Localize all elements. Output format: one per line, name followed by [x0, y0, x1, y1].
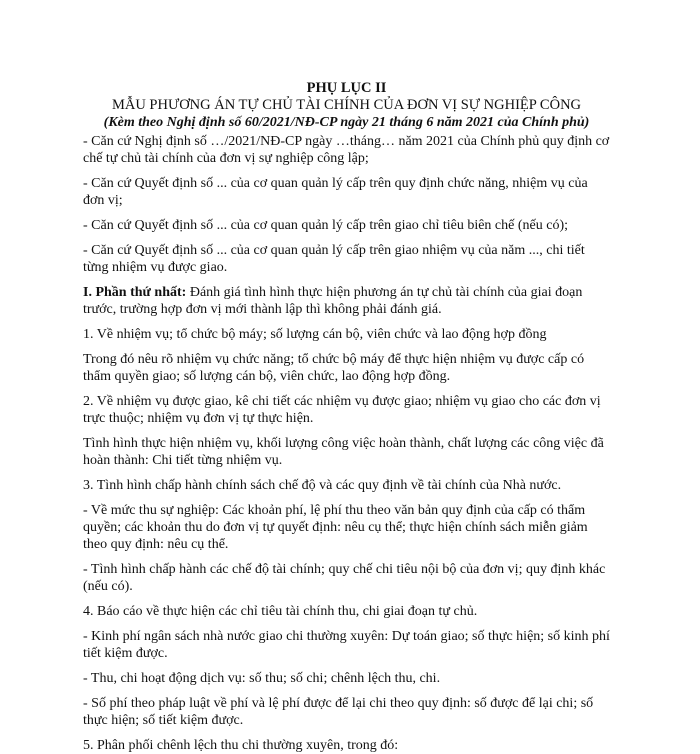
legal-basis-tasks-decision: - Căn cứ Quyết định số ... của cơ quan quản lý cấp trên giao nhiệm vụ của năm ..., chi tiết từng nhiệm vụ được giao. [83, 243, 585, 275]
section-4-services: - Thu, chi hoạt động dịch vụ: số thu; số chi; chênh lệch thu, chi. [83, 671, 441, 686]
part-one-text: Đánh giá tình hình thực hiện phương án tự chủ tài chính của giai đoạn trước, trường hợp đơn vị mới thành lập thì không phải đánh giá. [83, 285, 583, 317]
section-4-fees-retained: - Số phí theo pháp luật về phí và lệ phí được để lại chi theo quy định: số được để lại chi; số thực hiện; số tiết kiệm được. [83, 696, 594, 728]
section-1-heading: 1. Về nhiệm vụ; tổ chức bộ máy; số lượng cán bộ, viên chức và lao động hợp đồng [83, 327, 547, 342]
legal-basis-function-decision: - Căn cứ Quyết định số ... của cơ quan quản lý cấp trên quy định chức năng, nhiệm vụ của đơn vị; [83, 176, 588, 208]
legal-basis-decree: - Căn cứ Nghị định số …/2021/NĐ-CP ngày …tháng… năm 2021 của Chính phủ quy định cơ chế tự chủ tài chính của đơn vị sự nghiệp công lập; [83, 134, 610, 166]
part-one-heading [83, 284, 610, 318]
section-2-text: Tình hình thực hiện nhiệm vụ, khối lượng công việc hoàn thành, chất lượng các công việc đã hoàn thành: Chi tiết từng nhiệm vụ. [83, 436, 604, 468]
section-3-compliance: - Tình hình chấp hành các chế độ tài chính; quy chế chi tiêu nội bộ của đơn vị; quy định khác (nếu có). [83, 562, 606, 594]
legal-basis-staffing-decision: - Căn cứ Quyết định số ... của cơ quan quản lý cấp trên giao chỉ tiêu biên chế (nếu có); [83, 218, 568, 233]
section-3-heading: 3. Tình hình chấp hành chính sách chế độ và các quy định về tài chính của Nhà nước. [83, 478, 562, 493]
section-5-heading: 5. Phân phối chênh lệch thu chi thường xuyên, trong đó: [83, 738, 399, 753]
section-2-heading: 2. Về nhiệm vụ được giao, kê chi tiết các nhiệm vụ được giao; nhiệm vụ giao cho các đơn vị trực thuộc; nhiệm vụ đơn vị tự thực hiện. [83, 394, 601, 426]
document-subtitle: MẪU PHƯƠNG ÁN TỰ CHỦ TÀI CHÍNH CỦA ĐƠN VỊ SỰ NGHIỆP CÔNG [111, 97, 582, 113]
appendix-title: PHỤ LỤC II [306, 80, 387, 96]
section-3-fees: - Về mức thu sự nghiệp: Các khoản phí, lệ phí thu theo văn bản quy định của cấp có thẩm quyền; các khoản thu do đơn vị tự quyết định: nêu cụ thể; thực hiện chính sách miễn giảm theo quy định: nêu cụ thể. [83, 503, 588, 552]
decree-reference-note: (Kèm theo Nghị định số 60/2021/NĐ-CP ngày 21 tháng 6 năm 2021 của Chính phủ) [103, 115, 590, 130]
part-one-label: I. Phần thứ nhất: [83, 285, 187, 300]
section-4-heading: 4. Báo cáo về thực hiện các chỉ tiêu tài chính thu, chi giai đoạn tự chủ. [83, 604, 478, 619]
section-4-budget: - Kinh phí ngân sách nhà nước giao chi thường xuyên: Dự toán giao; số thực hiện; số kinh phí tiết kiệm được. [83, 629, 610, 661]
section-1-text: Trong đó nêu rõ nhiệm vụ chức năng; tổ chức bộ máy để thực hiện nhiệm vụ được cấp có thẩm quyền giao; số lượng cán bộ, viên chức, lao động hợp đồng. [83, 352, 585, 384]
